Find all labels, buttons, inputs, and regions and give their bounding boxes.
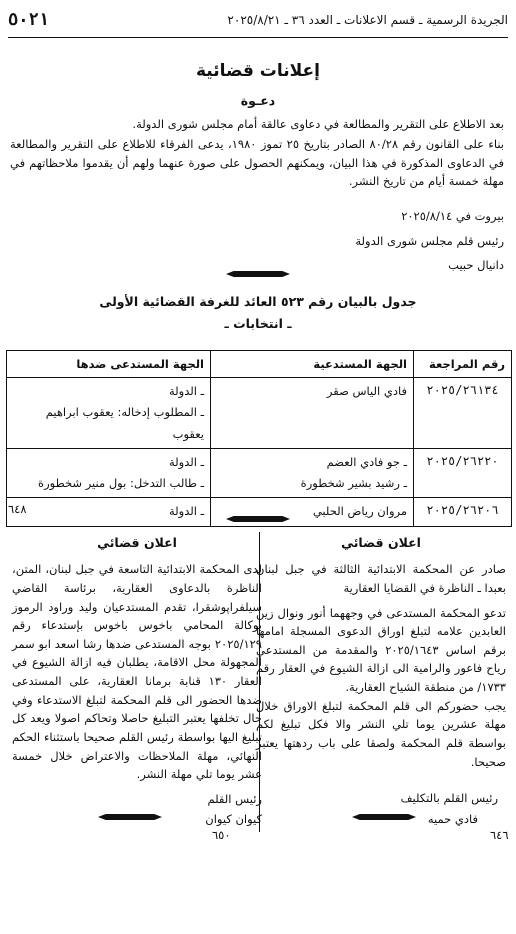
table-cell-plaintiff	[211, 378, 414, 449]
signatory-title: رئيس القلم	[207, 791, 262, 806]
notice-paragraph: بعد الاطلاع على التقرير والمطالعة في دعاوى عالقة أمام مجلس شورى الدولة.	[132, 117, 504, 131]
signatory-name: كيوان كيوان	[205, 812, 262, 827]
cell-line: فادي الياس صقر	[326, 384, 407, 398]
signatory-title: رئيس قلم مجلس شورى الدولة	[355, 234, 504, 248]
table-cell-defendant	[7, 498, 211, 526]
cell-line: ـ المطلوب إدخاله: يعقوب ابراهيم يعقوب	[45, 405, 204, 441]
place-date: بيروت في ٢٠٢٥/٨/١٤	[401, 209, 504, 223]
column-header: رقم المراجعة	[414, 351, 512, 378]
judicial-notice-right	[256, 533, 506, 828]
column-header: الجهة المستدعى ضدها	[7, 351, 211, 378]
table-header-row	[7, 351, 512, 378]
cell-line: ـ رشيد بشير شخطورة	[300, 476, 407, 491]
table-cell-ref: ٢٠٢٥/٢٦٢٢٠	[414, 448, 512, 498]
table-cell-defendant	[7, 378, 211, 449]
header-rule	[8, 37, 508, 38]
notice-intro: صادر عن المحكمة الابتدائية الثالثة في جبل لبنان بعبدا ـ الناظرة في القضايا العقارية	[256, 562, 506, 595]
signatory-name: دانيال حبيب	[448, 258, 504, 272]
cell-line: ـ الدولة	[169, 384, 204, 398]
table-subtitle: ـ انتخابات ـ	[224, 316, 292, 331]
notice-paragraph: بناء على القانون رقم ٨٠/٢٨ الصادر بتاريخ ٢٥ تموز ١٩٨٠، يدعى الفرقاء للاطلاع على التقرير والمطالعة في الدعاوى المذكورة في هذا البيان، ويمكنهم الحصول على صورة عنهما ولهم أن يقدموا ملاحظاتهم في مهلة خمسة أيام من تاريخ النشر.	[10, 137, 505, 189]
appeals-table	[6, 350, 512, 527]
table-cell-ref: ٢٠٢٥/٢٦١٣٤	[414, 378, 512, 449]
cell-line: ـ طالب التدخل: بول منير شخطورة	[38, 476, 204, 491]
signatory-name: فادي حميه	[427, 811, 478, 826]
section-title: إعلانات قضائية	[195, 61, 320, 81]
page-number: ٥٠٢١	[8, 10, 49, 31]
section-divider	[352, 814, 416, 820]
section-divider	[226, 516, 290, 522]
column-header: الجهة المستدعية	[211, 351, 414, 378]
judicial-notice-left	[12, 533, 262, 829]
notice-title: اعلان قضائي	[341, 535, 421, 550]
cell-line: ـ الدولة	[169, 504, 204, 519]
table-row	[7, 378, 512, 449]
table-cell-defendant	[7, 448, 211, 498]
notice-number: ٦٤٦	[490, 828, 509, 842]
table-row	[7, 448, 512, 498]
table-cell-plaintiff	[211, 448, 414, 498]
notice-number: ٦٥٠	[212, 828, 231, 842]
notice-body: لدى المحكمة الابتدائية التاسعة في جبل لبنان، المتن، الناظرة بالدعاوى العقارية، برئاسة القاضي سيلفراپوشقرا، تقدم المستدعيان وليد وراود الرموز بوكالة المحامي باخوس باخوس بإستدعاء رقم ٢٠٢٥/١٢٩ بوجه المستدعى ضدها رشا اسعد ابو سمر المجهولة محل الاقامة، يطلبان فيه ازالة الشيوع في العقار ١٣٠ قنابة برمانا العقارية، على المستدعى ضدها الحضور الى قلم المحكمة لتبلغ الاستدعاء وفي حال تخلفها يعتبر التبليغ حاصلا وتحاكم اصولا ويعد كل تبليغ اليها بواسطة رئيس القلم صحيحا باستثناء الحكم النهائي، مهلة الملاحظات والاعتراض خلال خمسة عشر يوما تلي مهلة النشر.	[12, 562, 262, 782]
cell-line: ـ جو فادي العضم	[326, 454, 407, 469]
notice-title-invitation: دعـوة	[240, 93, 276, 108]
section-divider	[98, 814, 162, 820]
signatory-title: رئيس القلم بالتكليف	[400, 791, 498, 806]
notice-number: ٦٤٨	[8, 502, 27, 516]
page-header	[8, 8, 508, 34]
table-cell-ref: ٢٠٢٥/٢٦٢٠٦	[414, 498, 512, 526]
table-title: جدول بالبيان رقم ٥٢٣ العائد للغرفة القضائية الأولى	[99, 294, 417, 309]
notice-title: اعلان قضائي	[97, 535, 177, 550]
publication-info: الجريدة الرسمية ـ قسم الاعلانات ـ العدد ٣٦ ـ ٢٠٢٥/٨/٢١	[227, 13, 508, 28]
cell-line: ـ الدولة	[169, 454, 204, 469]
section-divider	[226, 271, 290, 277]
notice-body: يجب حضوركم الى قلم المحكمة لتبلغ الاوراق خلال مهلة عشرين يوما تلي النشر والا فكل تبليغ لكم بواسطة قلم المحكمة ولصقا على باب ردهتها يعتبر صحيحا.	[256, 698, 506, 769]
notice-body: تدعو المحكمة المستدعى في وجههما أنور ونوال زين العابدين علامه لتبلغ اوراق الدعوى المسجلة امامها برقم اساس ٢٠٢٥/١٦٤٣ والمقدمة من المستدعي رياح فاعور والرامية الى ازالة الشيوع في العقار رقم ١٧٣٣/ من منطقة الشياح العقارية.	[256, 605, 506, 694]
cell-line: مروان رياض الحلبي	[312, 504, 407, 519]
